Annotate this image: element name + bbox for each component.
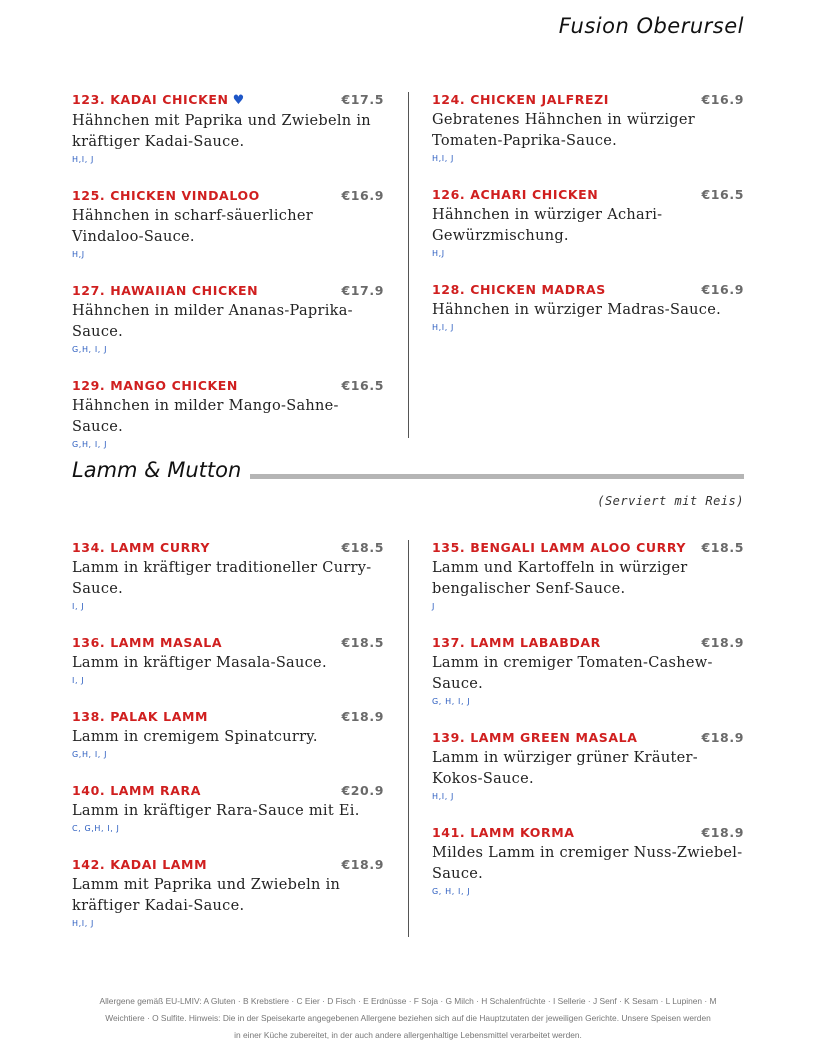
menu-item-description: Mildes Lamm in cremiger Nuss-Zwiebel-Sauce. [432,845,743,882]
menu-item-header [432,92,744,108]
menu-item-description: Lamm mit Paprika und Zwiebeln in kräftiger Kadai-Sauce. [72,877,341,914]
menu-item-title [72,857,207,873]
menu-item-price: €18.5 [341,540,384,555]
menu-item-name: 126. ACHARI CHICKEN [432,187,599,202]
menu-item [72,857,384,930]
menu-item-allergens: H,J [432,249,445,258]
menu-item-price: €18.9 [701,825,744,840]
menu-item [432,635,744,708]
menu-item-price: €16.5 [341,378,384,393]
menu-item [72,92,384,166]
menu-item-price: €18.9 [341,709,384,724]
menu-item [72,540,384,613]
menu-item-title [432,635,601,651]
menu-item-description: Hähnchen in würziger Achari-Gewürzmischung. [432,207,663,244]
menu-item-price: €16.9 [701,282,744,297]
menu-item-price: €20.9 [341,783,384,798]
menu-item-header [72,540,384,556]
restaurant-name: Fusion Oberursel [558,14,744,38]
menu-item-title [72,188,260,204]
menu-item-name: 124. CHICKEN JALFREZI [432,92,609,107]
menu-item-title [72,283,258,299]
menu-item-price: €18.9 [341,857,384,872]
menu-item-title [432,187,598,203]
menu-item-name: 135. BENGALI LAMM ALOO CURRY [432,540,687,555]
menu-item-price: €18.5 [701,540,744,555]
menu-item-name: 136. LAMM MASALA [72,635,223,650]
column-divider [408,92,409,438]
menu-item-header [72,709,384,725]
menu-item-description: Lamm in kräftiger Rara-Sauce mit Ei. [72,803,360,819]
menu-item-allergens: H,J [72,250,85,259]
menu-item-price: €18.9 [701,730,744,745]
menu-item-title [72,378,238,394]
menu-item-header [432,540,744,556]
menu-item-allergens: G,H, I, J [72,440,108,449]
menu-item-name: 128. CHICKEN MADRAS [432,282,606,297]
heart-icon: ♥ [232,93,245,108]
menu-item-name: 137. LAMM LABABDAR [432,635,601,650]
menu-item-name: 129. MANGO CHICKEN [72,378,238,393]
menu-item-name: 139. LAMM GREEN MASALA [432,730,638,745]
menu-item-name: 125. CHICKEN VINDALOO [72,188,260,203]
menu-item-allergens: J [432,602,435,611]
menu-item-description: Hähnchen in scharf-säuerlicher Vindaloo-Sauce. [72,208,313,245]
menu-item [432,92,744,165]
menu-item-price: €18.5 [341,635,384,650]
menu-item-description: Hähnchen in milder Mango-Sahne-Sauce. [72,398,339,435]
menu-item-description: Lamm in würziger grüner Kräuter-Kokos-Sauce. [432,750,698,787]
footer-line: Allergene gemäß EU-LMIV: A Gluten · B Krebstiere · C Eier · D Fisch · E Erdnüsse · F Soja · G Milch · H Schalenfrüchte · I Sellerie · J Senf · K Sesam · L Lupinen · M [99,996,717,1006]
section-note: (Serviert mit Reis) [597,494,744,508]
menu-item-header [72,283,384,299]
menu-item-header [72,857,384,873]
menu-item-price: €16.5 [701,187,744,202]
menu-item-header [432,282,744,298]
menu-item-allergens: H,I, J [432,323,454,332]
menu-item [72,709,384,761]
menu-item-title [72,635,222,651]
menu-item-name: 140. LAMM RARA [72,783,202,798]
menu-item-title [432,282,606,298]
menu-item-name: 123. KADAI CHICKEN [72,92,229,107]
menu-item-allergens: G,H, I, J [72,750,108,759]
menu-item-header [432,187,744,203]
menu-item-allergens: G,H, I, J [72,345,108,354]
menu-item-name: 127. HAWAIIAN CHICKEN [72,283,259,298]
chicken-right-column [432,92,744,356]
menu-item-title [72,92,245,109]
lamm-right-column [432,540,744,920]
menu-item-description: Hähnchen in milder Ananas-Paprika-Sauce. [72,303,353,340]
menu-item-header [72,188,384,204]
menu-item-allergens: H,I, J [72,919,94,928]
menu-item-name: 142. KADAI LAMM [72,857,208,872]
menu-item [72,283,384,356]
menu-item [72,378,384,451]
section-title-lamm: Lamm & Mutton [72,458,242,482]
menu-item-header [72,635,384,651]
footer-line: in einer Küche zubereitet, in der auch andere allergenhaltige Lebensmittel verarbeitet werden. [234,1030,582,1040]
menu-item-allergens: I, J [72,676,85,685]
lamm-left-column [72,540,384,952]
menu-item [432,730,744,803]
menu-item-price: €18.9 [701,635,744,650]
menu-item-title [72,709,208,725]
menu-item-description: Lamm in kräftiger Masala-Sauce. [72,655,327,671]
menu-item-name: 134. LAMM CURRY [72,540,211,555]
menu-item-price: €17.9 [341,283,384,298]
menu-item [432,540,744,613]
menu-item-allergens: H,I, J [432,154,454,163]
menu-item-header [72,92,384,109]
chicken-left-column [72,92,384,473]
menu-item-allergens: G, H, I, J [432,697,471,706]
menu-item-allergens: H,I, J [72,155,94,164]
menu-item-description: Hähnchen in würziger Madras-Sauce. [432,302,722,318]
menu-item [432,187,744,260]
menu-item-name: 141. LAMM KORMA [432,825,575,840]
menu-item-description: Lamm in cremigem Spinatcurry. [72,729,318,745]
menu-item-title [72,783,201,799]
menu-item-header [432,730,744,746]
menu-item-price: €16.9 [701,92,744,107]
menu-item-price: €16.9 [341,188,384,203]
menu-item [432,825,744,898]
footer-line: Weichtiere · O Sulfite. Hinweis: Die in der Speisekarte angegebenen Allergene beziehen sich auf die Hauptzutaten der jeweiligen Gerichte. Unsere Speisen werden [105,1013,711,1023]
menu-item-description: Hähnchen mit Paprika und Zwiebeln in kräftiger Kadai-Sauce. [72,113,371,150]
menu-item [72,635,384,687]
menu-item-title [432,540,686,556]
menu-item-header [72,783,384,799]
menu-item-description: Lamm in cremiger Tomaten-Cashew-Sauce. [432,655,713,692]
menu-item-description: Lamm und Kartoffeln in würziger bengalischer Senf-Sauce. [432,560,688,597]
menu-item [72,188,384,261]
menu-item-price: €17.5 [341,92,384,107]
menu-item-allergens: H,I, J [432,792,454,801]
menu-item-allergens: I, J [72,602,85,611]
menu-item-description: Lamm in kräftiger traditioneller Curry-Sauce. [72,560,372,597]
menu-item-title [432,730,637,746]
menu-item-description: Gebratenes Hähnchen in würziger Tomaten-Paprika-Sauce. [432,112,695,149]
menu-item [432,282,744,334]
menu-item-header [72,378,384,394]
allergen-footer [72,993,744,1044]
menu-item-header [432,825,744,841]
menu-item-allergens: G, H, I, J [432,887,471,896]
column-divider [408,540,409,937]
menu-item-name: 138. PALAK LAMM [72,709,209,724]
menu-item-title [432,825,575,841]
menu-item [72,783,384,835]
menu-item-title [432,92,609,108]
menu-item-title [72,540,210,556]
section-title-rule [250,474,744,479]
menu-item-header [432,635,744,651]
menu-item-allergens: C, G,H, I, J [72,824,120,833]
